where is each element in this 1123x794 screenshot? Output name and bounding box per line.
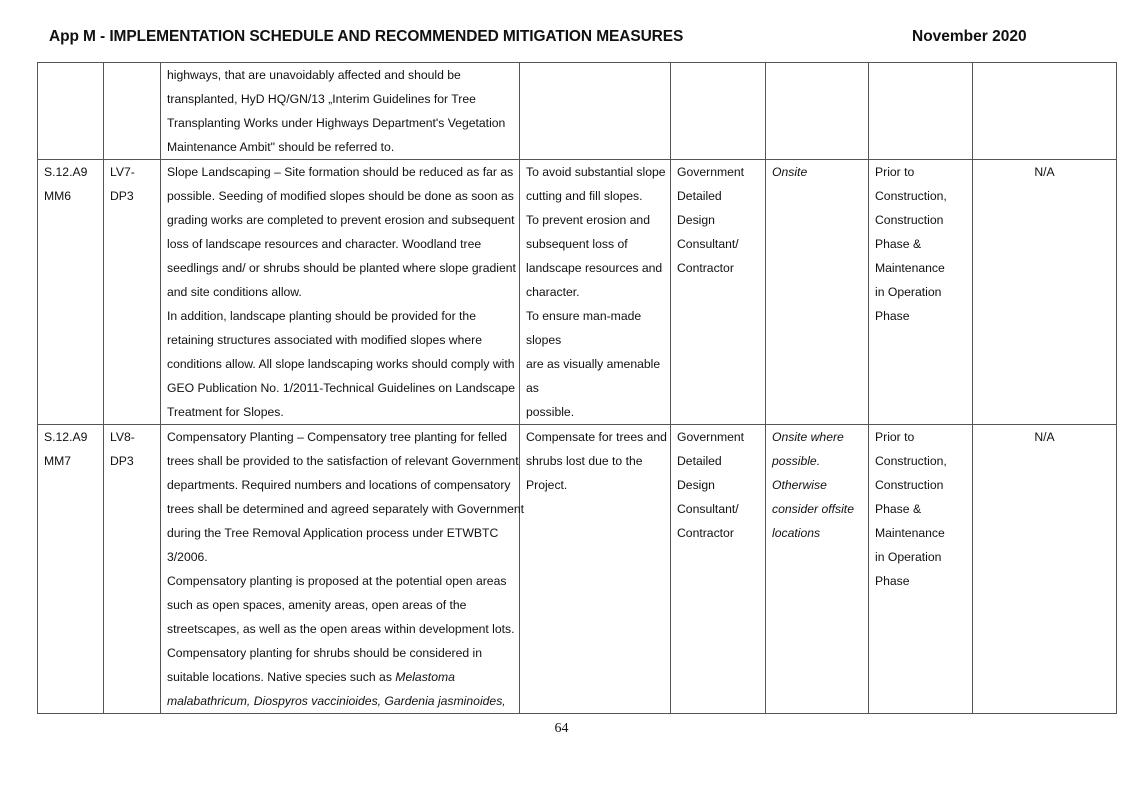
measure-line: trees shall be provided to the satisfaction of relevant Government <box>167 454 519 468</box>
implementer-cell <box>671 63 766 160</box>
objective-line: To prevent erosion and <box>526 213 650 227</box>
measure-line: Slope Landscaping – Site formation should be reduced as far as <box>167 165 514 179</box>
measure-line: GEO Publication No. 1/2011-Technical Guidelines on Landscape <box>167 381 516 395</box>
implementer-line: Contractor <box>677 261 734 275</box>
measure-line: conditions allow. All slope landscaping works should comply with <box>167 357 515 371</box>
measure-line: and site conditions allow. <box>167 285 302 299</box>
location-line: Onsite <box>772 165 808 179</box>
timing-line: Maintenance <box>875 261 945 275</box>
measure-line: possible. Seeding of modified slopes should be done as soon as <box>167 189 514 203</box>
location-line: consider offsite <box>772 502 854 516</box>
measure-line: loss of landscape resources and character. Woodland tree <box>167 237 482 251</box>
location-line: Otherwise <box>772 478 827 492</box>
measure-line <box>167 665 513 689</box>
implementer-cell <box>671 425 766 714</box>
requirements-value: N/A <box>1034 430 1055 444</box>
measure-line: seedlings and/ or shrubs should be planted where slope gradient <box>167 261 516 275</box>
objective-line: as <box>526 381 539 395</box>
objective-line: subsequent loss of <box>526 237 628 251</box>
measure-line: trees shall be determined and agreed separately with Government <box>167 502 525 516</box>
timing-cell <box>869 160 973 425</box>
location-cell <box>766 425 869 714</box>
code-line: LV7- <box>110 165 135 179</box>
location-line: Onsite where <box>772 430 844 444</box>
measure-line: Maintenance Ambit" should be referred to. <box>167 140 395 154</box>
measure-cell <box>161 160 520 425</box>
implementer-cell <box>671 160 766 425</box>
implementation-schedule-table <box>37 62 1117 714</box>
objective-line: cutting and fill slopes. <box>526 189 643 203</box>
timing-cell <box>869 63 973 160</box>
ref-cell <box>38 425 104 714</box>
timing-line: Phase & <box>875 237 922 251</box>
implementer-line: Design <box>677 213 715 227</box>
timing-line: Construction <box>875 213 944 227</box>
implementer-line: Detailed <box>677 189 722 203</box>
objective-line: Project. <box>526 478 568 492</box>
measure-line: grading works are completed to prevent erosion and subsequent <box>167 213 515 227</box>
timing-line: Construction <box>875 478 944 492</box>
code-line: DP3 <box>110 189 134 203</box>
objective-line: possible. <box>526 405 575 419</box>
measure-line: Transplanting Works under Highways Department's Vegetation <box>167 116 506 130</box>
code-line: DP3 <box>110 454 134 468</box>
objective-line: To avoid substantial slope <box>526 165 666 179</box>
species-name: Melastoma <box>395 670 455 684</box>
measure-cell <box>161 63 520 160</box>
timing-line: in Operation <box>875 550 942 564</box>
implementer-line: Government <box>677 430 745 444</box>
page-number: 64 <box>554 721 569 736</box>
objective-line: Compensate for trees and <box>526 430 667 444</box>
code-line: LV8- <box>110 430 135 444</box>
implementer-line: Consultant/ <box>677 237 739 251</box>
timing-line: Construction, <box>875 454 947 468</box>
measure-line: such as open spaces, amenity areas, open areas of the <box>167 598 467 612</box>
location-line: locations <box>772 526 821 540</box>
measure-line: transplanted, HyD HQ/GN/13 „Interim Guidelines for Tree <box>167 92 476 106</box>
ref-line: S.12.A9 <box>44 430 88 444</box>
implementer-line: Design <box>677 478 715 492</box>
ref-line: S.12.A9 <box>44 165 88 179</box>
measure-text: suitable locations. Native species such as <box>167 670 396 684</box>
timing-line: in Operation <box>875 285 942 299</box>
code-cell <box>104 425 161 714</box>
requirements-value: N/A <box>1034 165 1055 179</box>
code-cell <box>104 63 161 160</box>
table-row <box>38 160 1117 425</box>
ref-cell <box>38 160 104 425</box>
timing-line: Prior to <box>875 430 915 444</box>
objective-line: are as visually amenable <box>526 357 661 371</box>
measure-line: streetscapes, as well as the open areas within development lots. <box>167 622 515 636</box>
requirements-cell <box>973 63 1117 160</box>
table-row <box>38 425 1117 714</box>
location-cell <box>766 160 869 425</box>
measure-line: Compensatory planting is proposed at the potential open areas <box>167 574 507 588</box>
measure-line: Compensatory planting for shrubs should be considered in <box>167 646 483 660</box>
objective-cell <box>520 425 671 714</box>
measure-line: highways, that are unavoidably affected and should be <box>167 68 461 82</box>
objective-line: landscape resources and <box>526 261 663 275</box>
objective-cell <box>520 160 671 425</box>
location-line: possible. <box>772 454 821 468</box>
objective-line: To ensure man-made <box>526 309 642 323</box>
location-cell <box>766 63 869 160</box>
implementer-line: Government <box>677 165 745 179</box>
requirements-cell <box>973 160 1117 425</box>
timing-line: Maintenance <box>875 526 945 540</box>
table-row <box>38 63 1117 160</box>
ref-line: MM7 <box>44 454 72 468</box>
timing-line: Phase & <box>875 502 922 516</box>
measure-line: Compensatory Planting – Compensatory tree planting for felled <box>167 430 508 444</box>
measure-line: Treatment for Slopes. <box>167 405 284 419</box>
implementer-line: Contractor <box>677 526 734 540</box>
measure-line: during the Tree Removal Application process under ETWBTC <box>167 526 499 540</box>
timing-line: Construction, <box>875 189 947 203</box>
code-cell <box>104 160 161 425</box>
measure-line: retaining structures associated with modified slopes where <box>167 333 483 347</box>
ref-line: MM6 <box>44 189 72 203</box>
objective-line: character. <box>526 285 580 299</box>
implementer-line: Detailed <box>677 454 722 468</box>
measure-line: 3/2006. <box>167 550 208 564</box>
timing-cell <box>869 425 973 714</box>
species-list-line: malabathricum, Diospyros vaccinioides, Gardenia jasminoides, <box>167 694 506 708</box>
objective-line: shrubs lost due to the <box>526 454 643 468</box>
implementer-line: Consultant/ <box>677 502 739 516</box>
measure-line: departments. Required numbers and locations of compensatory <box>167 478 511 492</box>
objective-cell <box>520 63 671 160</box>
page-header-date: November 2020 <box>912 28 1027 45</box>
ref-cell <box>38 63 104 160</box>
requirements-cell <box>973 425 1117 714</box>
objective-line: slopes <box>526 333 562 347</box>
timing-line: Phase <box>875 574 910 588</box>
timing-line: Prior to <box>875 165 915 179</box>
page-header-title: App M - IMPLEMENTATION SCHEDULE AND RECOMMENDED MITIGATION MEASURES <box>49 28 684 45</box>
measure-cell <box>161 425 525 714</box>
timing-line: Phase <box>875 309 910 323</box>
measure-line: In addition, landscape planting should be provided for the <box>167 309 476 323</box>
